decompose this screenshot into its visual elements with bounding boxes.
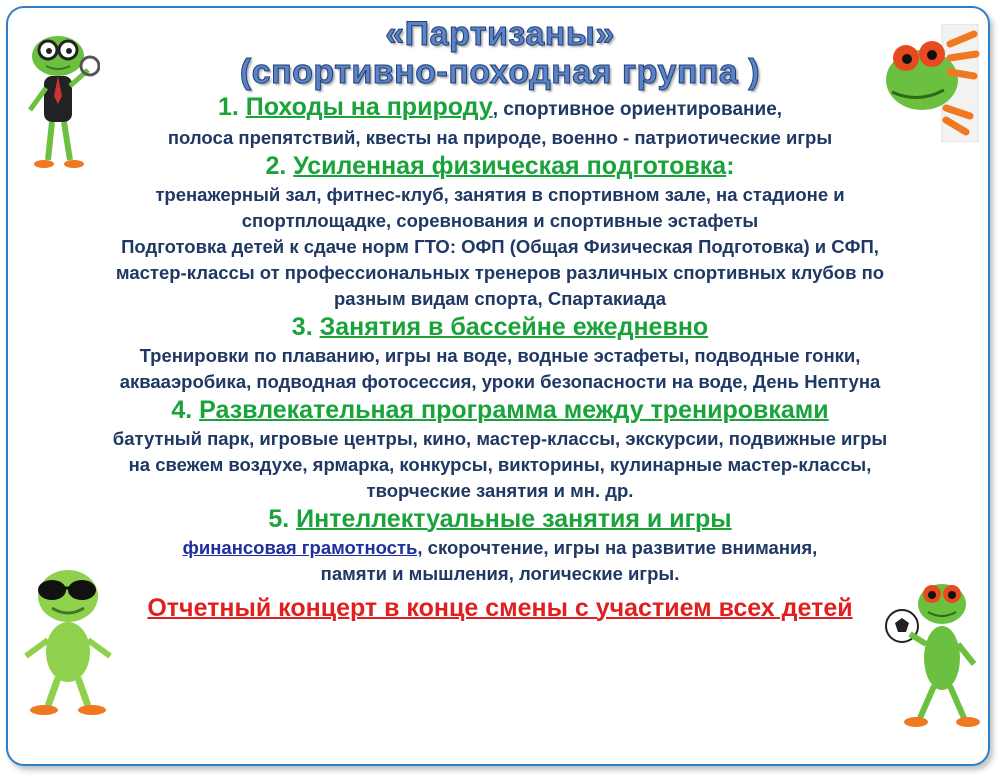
- section-3-line: аквааэробика, подводная фотосессия, уроки безопасности на воде, День Нептуна: [119, 371, 881, 392]
- section-5-line-rest: скорочтение, игры на развитие внимания,: [422, 537, 818, 558]
- section-5-line: [20, 535, 980, 561]
- section-4-line: творческие занятия и мн. др.: [366, 480, 634, 501]
- section-4-line: батутный парк, игровые центры, кино, мастер-классы, экскурсии, подвижные игры: [112, 428, 888, 449]
- section-2-line: мастер-классы от профессиональных тренеров различных спортивных клубов по: [115, 262, 885, 283]
- page-subtitle: (спортивно-походная группа ): [239, 53, 761, 91]
- financial-literacy-link: финансовая грамотность,: [182, 537, 423, 558]
- section-title: Интеллектуальные занятия и игры: [296, 505, 732, 533]
- section-2-line: разным видам спорта, Спартакиада: [333, 288, 667, 309]
- section-title-tail: , спортивное ориентирование,: [492, 99, 783, 120]
- section-number: 3.: [291, 313, 313, 341]
- page-title: «Партизаны»: [385, 15, 615, 53]
- section-number: 4.: [171, 396, 193, 424]
- section-title-tail: :: [726, 152, 735, 180]
- section-4-heading: [20, 395, 980, 426]
- section-2-line: Подготовка детей к сдаче норм ГТО: ОФП (Общая Физическая Подготовка) и СФП,: [121, 236, 879, 257]
- section-1-line: полоса препятствий, квесты на природе, военно - патриотические игры: [167, 127, 833, 148]
- section-2-line: тренажерный зал, фитнес-клуб, занятия в спортивном зале, на стадионе и: [155, 184, 845, 205]
- section-number: 5.: [268, 505, 290, 533]
- content: [20, 14, 980, 625]
- section-4-line: на свежем воздухе, ярмарка, конкурсы, викторины, кулинарные мастер-классы,: [128, 454, 872, 475]
- section-title: Усиленная физическая подготовка: [293, 152, 727, 180]
- section-title: Походы на природу: [245, 93, 493, 121]
- section-5-heading: [20, 504, 980, 535]
- section-title: Развлекательная программа между тренировками: [199, 396, 829, 424]
- section-number: 2.: [265, 152, 287, 180]
- section-number: 1.: [217, 93, 239, 121]
- section-3-heading: [20, 312, 980, 343]
- section-5-line: памяти и мышления, логические игры.: [320, 563, 680, 584]
- footer-note: Отчетный концерт в конце смены с участием всех детей: [147, 594, 853, 622]
- section-title: Занятия в бассейне ежедневно: [319, 313, 709, 341]
- section-1-heading: [20, 92, 980, 125]
- section-2-heading: [20, 151, 980, 182]
- section-3-line: Тренировки по плаванию, игры на воде, водные эстафеты, подводные гонки,: [139, 345, 861, 366]
- section-2-line: спортплощадке, соревнования и спортивные эстафеты: [241, 210, 759, 231]
